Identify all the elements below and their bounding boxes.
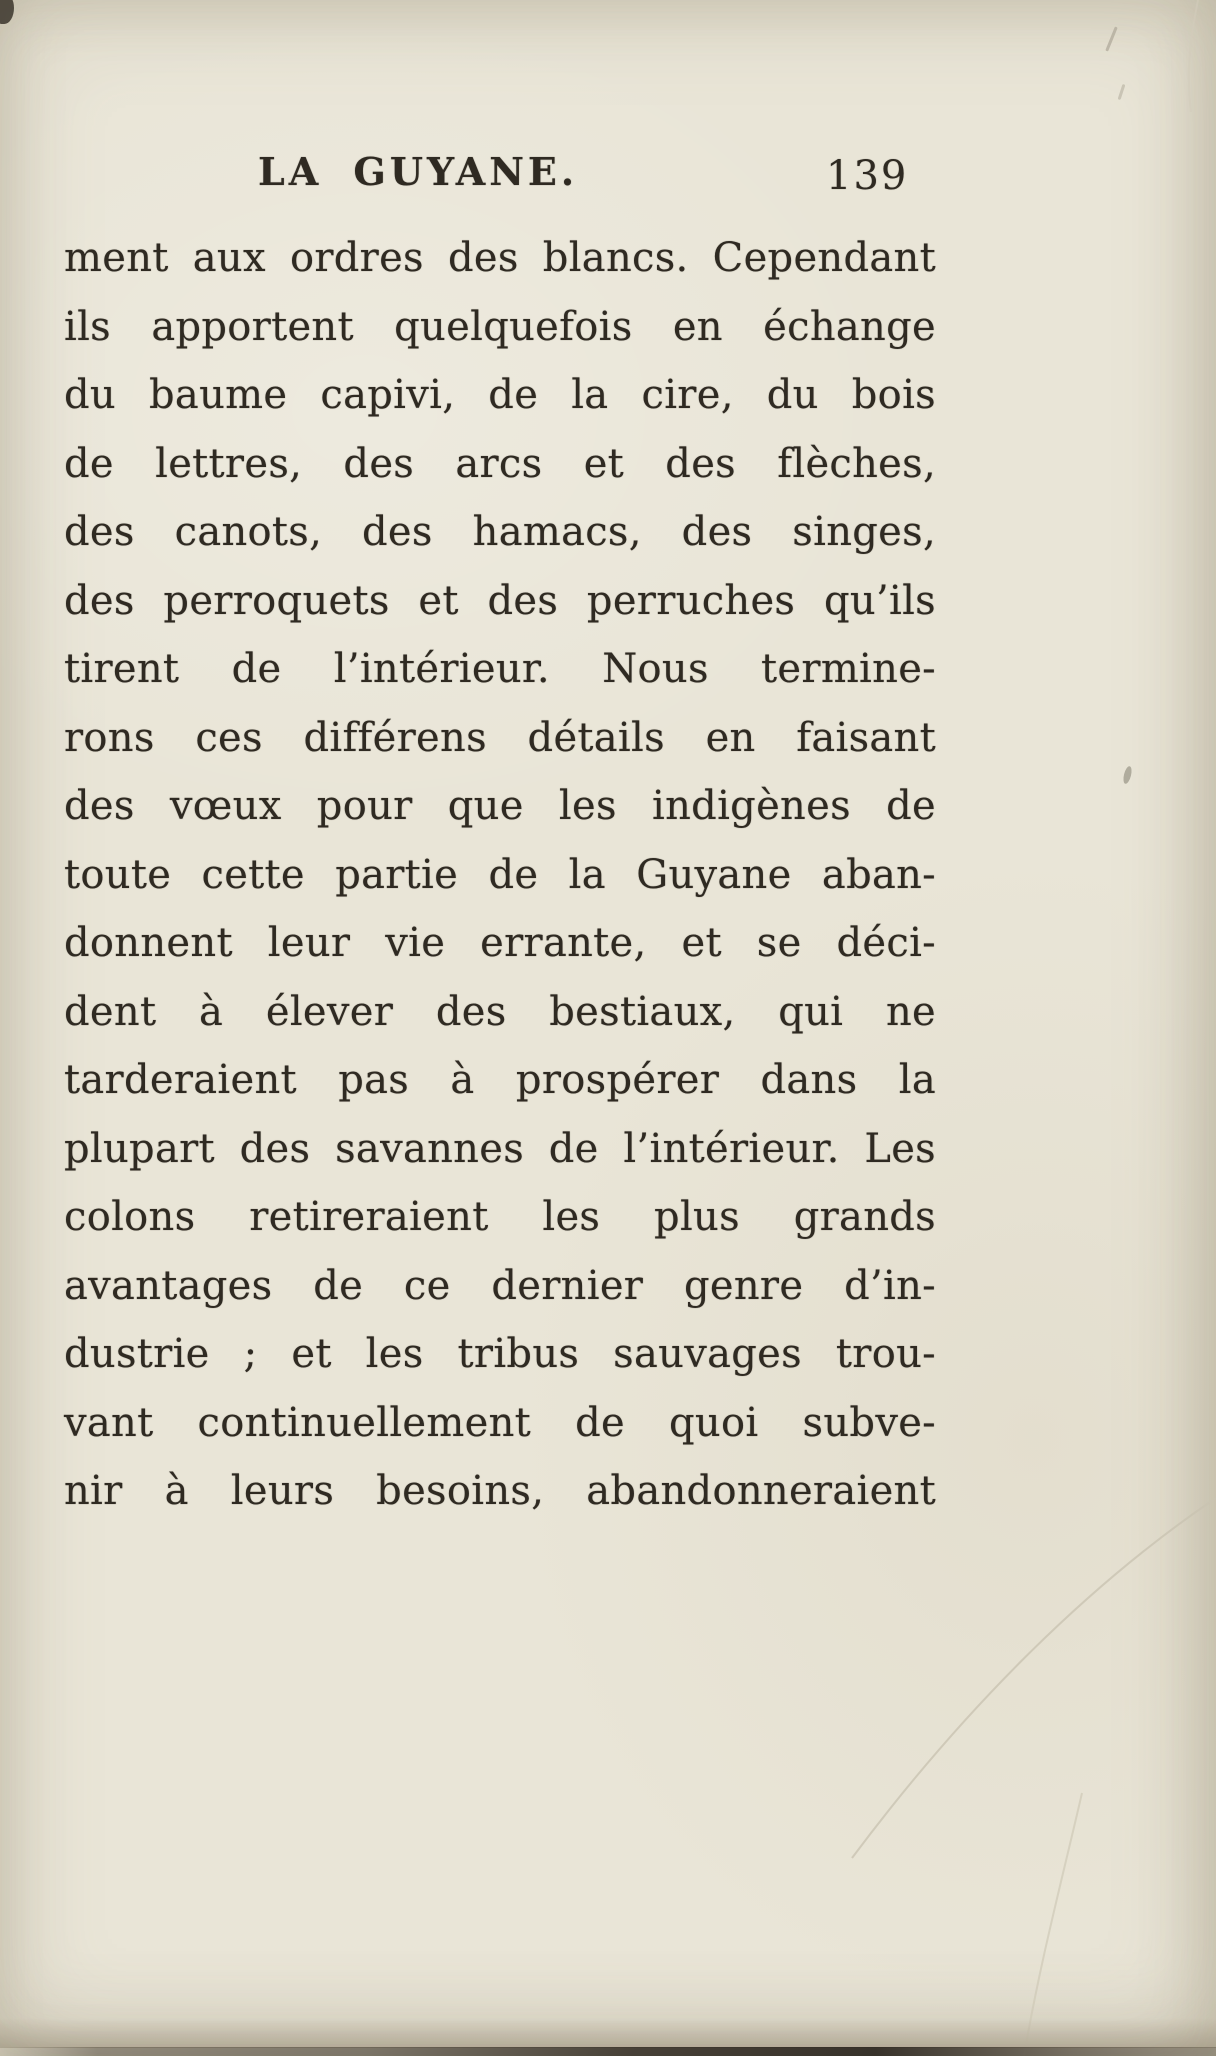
text-line: rons ces différens détails en faisant (64, 714, 936, 761)
text-line: dustrie ; et les tribus sauvages trou- (64, 1331, 936, 1377)
running-title: LA GUYANE. (258, 149, 579, 194)
page-bottom-edge (0, 2047, 1216, 2056)
text-block (64, 224, 936, 1526)
paper-speck (1122, 765, 1133, 784)
text-line: de lettres, des arcs et des flèches, (64, 440, 936, 487)
paper-scratch-mark (1118, 84, 1126, 100)
text-line: plupart des savannes de l’intérieur. Les (64, 1125, 936, 1172)
text-line: donnent leur vie errante, et se déci- (64, 920, 936, 966)
paper-scratch-mark (1105, 26, 1118, 51)
text-line: ment aux ordres des blancs. Cependant (64, 235, 936, 281)
page-number: 139 (826, 153, 909, 199)
text-line: des perroquets et des perruches qu’ils (64, 577, 936, 624)
text-line: du baume capivi, de la cire, du bois (64, 372, 936, 418)
text-line: tarderaient pas à prospérer dans la (64, 1057, 936, 1103)
text-line: ils apportent quelquefois en échange (64, 303, 936, 350)
text-line: colons retireraient les plus grands (64, 1194, 936, 1240)
text-line: toute cette partie de la Guyane aban- (64, 851, 936, 898)
page-bottom-shadow (0, 2018, 1216, 2048)
text-line: des canots, des hamacs, des singes, (64, 509, 936, 555)
text-line: tirent de l’intérieur. Nous termine- (64, 646, 936, 692)
scan-corner-speck (0, 0, 14, 24)
text-line: dent à élever des bestiaux, qui ne (64, 988, 936, 1035)
text-line: nir à leurs besoins, abandonneraient (64, 1468, 936, 1514)
text-line: avantages de ce dernier genre d’in- (64, 1262, 936, 1309)
text-line: vant continuellement de quoi subve- (64, 1399, 936, 1446)
text-line: des vœux pour que les indigènes de (64, 783, 936, 829)
